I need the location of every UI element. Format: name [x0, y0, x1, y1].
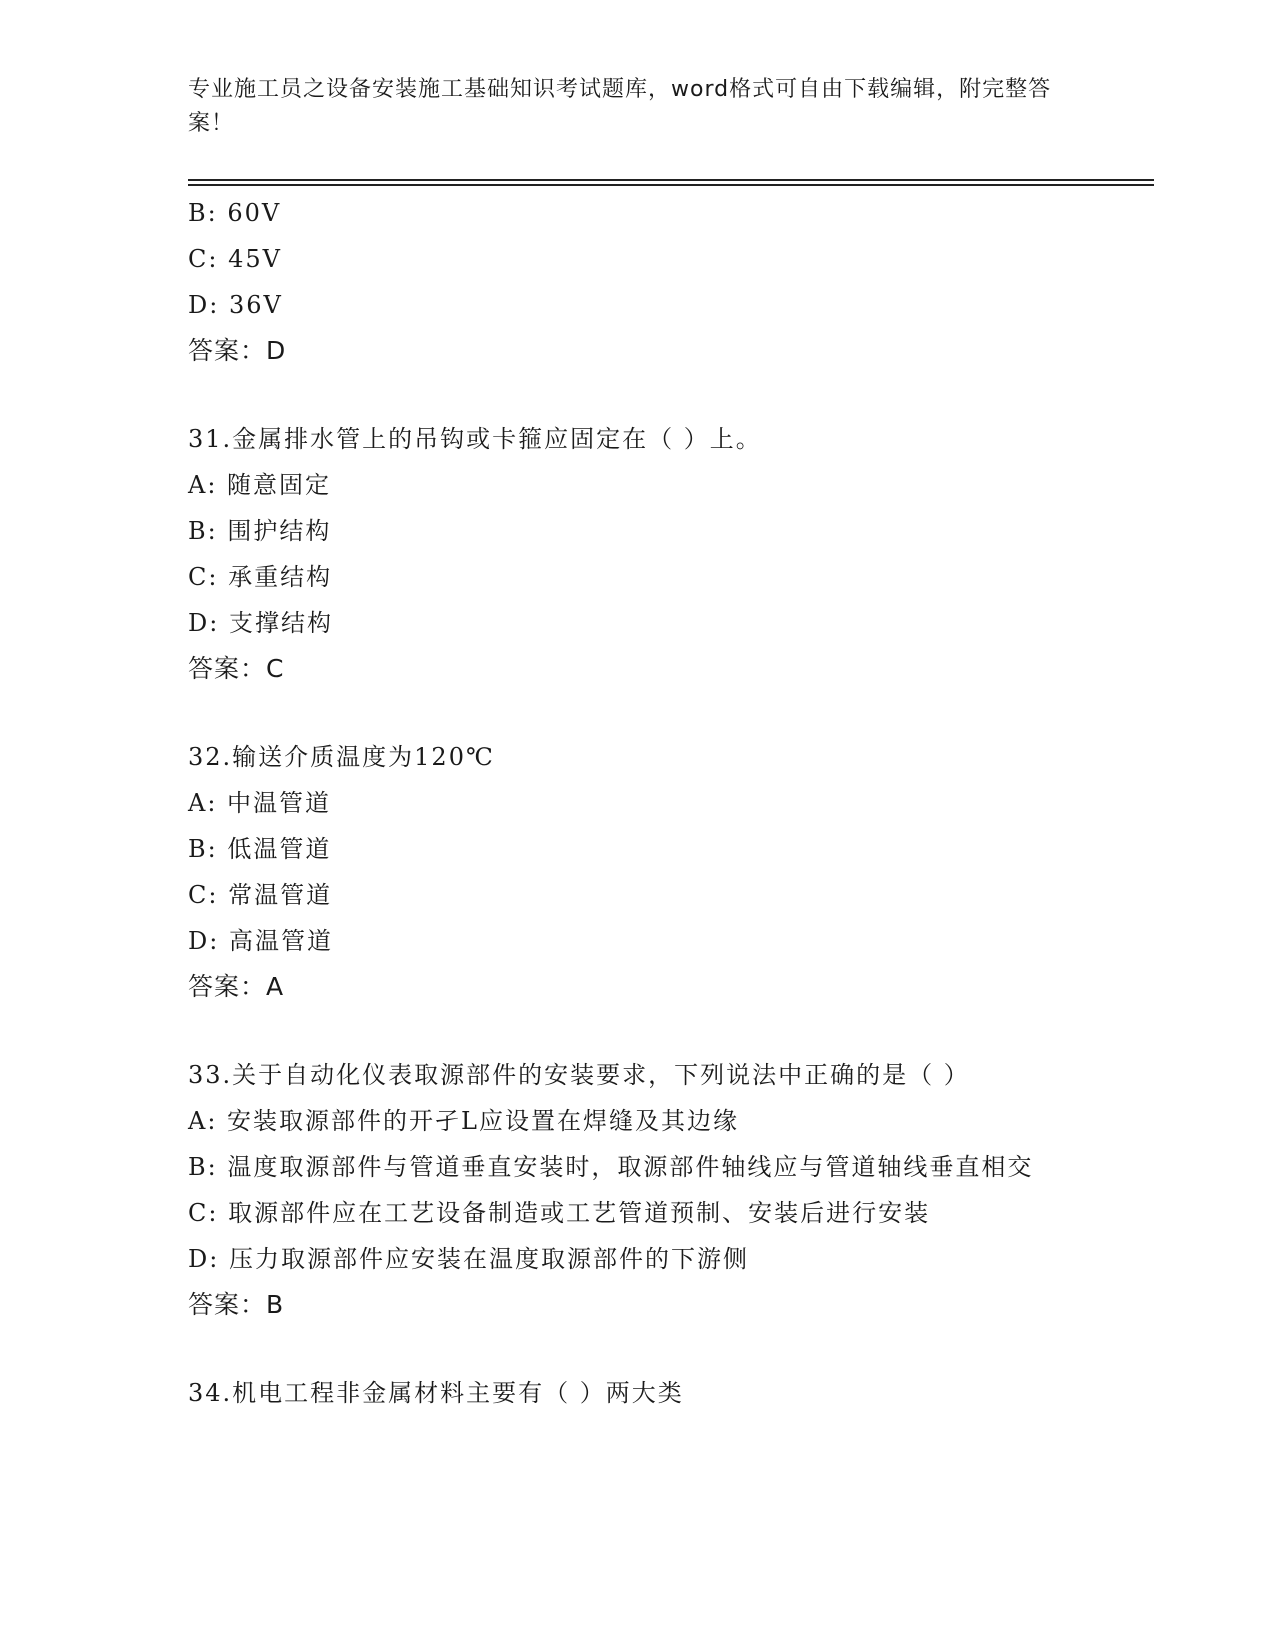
- option-a: A: 安装取源部件的开孑L应设置在焊缝及其边缘: [188, 1107, 739, 1135]
- option-c: C: 承重结构: [188, 563, 333, 591]
- option-a: A: 随意固定: [188, 471, 332, 499]
- option-d: D: 36V: [188, 291, 283, 319]
- option-b: B: 温度取源部件与管道垂直安装时，取源部件轴线应与管道轴线垂直相交: [188, 1153, 1034, 1181]
- answer: 答案：C: [188, 654, 285, 683]
- question-stem: 31.金属排水管上的吊钩或卡箍应固定在（ ）上。: [188, 425, 762, 453]
- option-c: C: 取源部件应在工艺设备制造或工艺管道预制、安装后进行安装: [188, 1199, 931, 1227]
- answer: 答案：B: [188, 1290, 285, 1319]
- question-34: [188, 1370, 1068, 1416]
- option-d: D: 压力取源部件应安装在温度取源部件的下游侧: [188, 1245, 749, 1273]
- option-d: D: 支撑结构: [188, 609, 333, 637]
- question-stem: 33.关于自动化仪表取源部件的安装要求，下列说法中正确的是（ ）: [188, 1061, 970, 1089]
- option-d: D: 高温管道: [188, 927, 333, 955]
- header-rule-bottom: [188, 184, 1154, 186]
- document-header: 专业施工员之设备安装施工基础知识考试题库，word格式可自由下载编辑，附完整答案！: [188, 77, 1052, 136]
- option-c: C: 45V: [188, 245, 282, 273]
- option-b: B: 60V: [188, 199, 282, 227]
- question-list: [188, 190, 1068, 1416]
- answer: 答案：A: [188, 972, 285, 1001]
- question-carryover: [188, 190, 1068, 374]
- option-a: A: 中温管道: [188, 789, 332, 817]
- answer: 答案：D: [188, 336, 287, 365]
- header-rule-top: [188, 179, 1154, 181]
- question-31: [188, 416, 1068, 692]
- question-32: [188, 734, 1068, 1010]
- option-c: C: 常温管道: [188, 881, 333, 909]
- option-b: B: 围护结构: [188, 517, 332, 545]
- question-stem: 34.机电工程非金属材料主要有（ ）两大类: [188, 1379, 684, 1407]
- question-33: [188, 1052, 1068, 1328]
- option-b: B: 低温管道: [188, 835, 332, 863]
- question-stem: 32.输送介质温度为120℃: [188, 743, 495, 771]
